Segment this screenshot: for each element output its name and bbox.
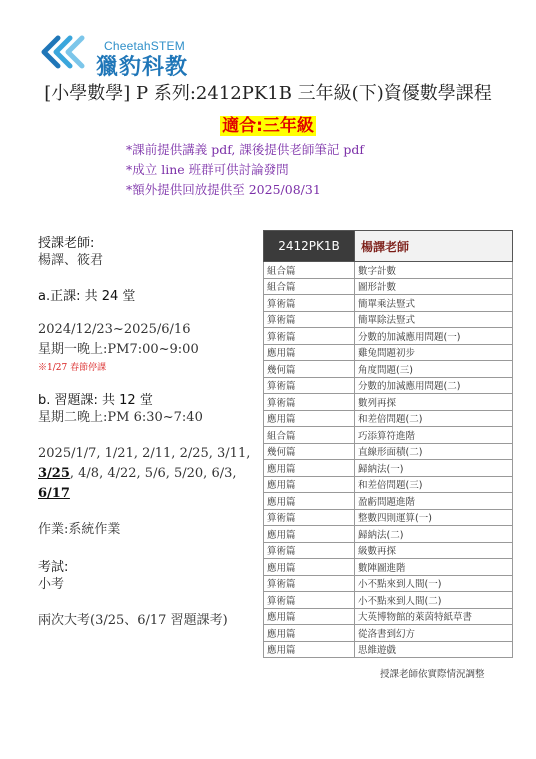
lesson-category: 應用篇: [264, 625, 355, 642]
header-teacher: 楊譯老師: [355, 231, 513, 262]
table-row: [264, 443, 513, 460]
course-title: [小學數學] P 系列:2412PK1B 三年級(下)資優數學課程: [44, 83, 492, 104]
cheetah-logo-icon: [36, 32, 86, 72]
table-row: [264, 295, 513, 312]
course-notes: [126, 140, 364, 200]
practice-dates-line2: [38, 464, 258, 504]
practice-dates-line1: 2025/1/7, 1/21, 2/11, 2/25, 3/11,: [38, 446, 251, 461]
practice-dates-mid: , 4/8, 4/22, 5/6, 5/20, 6/3,: [69, 466, 237, 481]
table-row: [264, 641, 513, 658]
lesson-topic: 歸納法(二): [355, 526, 513, 543]
lesson-category: 組合篇: [264, 278, 355, 295]
lesson-topic: 級數再探: [355, 542, 513, 559]
table-row: [264, 526, 513, 543]
table-row: [264, 262, 513, 279]
lesson-topic: 角度問題(三): [355, 361, 513, 378]
lesson-category: 算術篇: [264, 575, 355, 592]
lesson-category: 算術篇: [264, 542, 355, 559]
lesson-category: 應用篇: [264, 460, 355, 477]
lesson-category: 應用篇: [264, 344, 355, 361]
lesson-topic: 整數四則運算(一): [355, 509, 513, 526]
lesson-category: 算術篇: [264, 592, 355, 609]
table-row: [264, 377, 513, 394]
main-class-time: 星期一晚上:PM7:00~9:00: [38, 342, 199, 357]
note-item: *成立 line 班群可供討論發問: [126, 162, 289, 177]
lesson-topic: 分數的加減應用問題(二): [355, 377, 513, 394]
exam-small: 小考: [38, 577, 65, 592]
note-item: *課前提供講義 pdf, 課後提供老師筆記 pdf: [126, 142, 364, 157]
teacher-label: 授課老師:: [38, 236, 95, 251]
table-row: [264, 311, 513, 328]
table-row: [264, 410, 513, 427]
lesson-topic: 思維遊戲: [355, 641, 513, 658]
lesson-category: 算術篇: [264, 377, 355, 394]
lesson-topic: 和差倍問題(二): [355, 410, 513, 427]
lesson-category: 算術篇: [264, 295, 355, 312]
course-info: [38, 230, 258, 631]
teacher-names: 楊譯、筱君: [38, 253, 104, 268]
lesson-category: 應用篇: [264, 526, 355, 543]
table-row: [264, 476, 513, 493]
table-row: [264, 592, 513, 609]
table-row: [264, 575, 513, 592]
suitable-grade: [0, 111, 536, 136]
schedule-table: [263, 230, 513, 658]
table-row: [264, 509, 513, 526]
note-item: *額外提供回放提供至 2025/08/31: [126, 182, 321, 197]
table-row: [264, 542, 513, 559]
table-row: [264, 328, 513, 345]
lesson-category: 應用篇: [264, 559, 355, 576]
lesson-topic: 簡單除法豎式: [355, 311, 513, 328]
table-row: [264, 344, 513, 361]
table-row: [264, 625, 513, 642]
lesson-topic: 和差倍問題(三): [355, 476, 513, 493]
lesson-topic: 雞兔問題初步: [355, 344, 513, 361]
exam-date-1: 3/25: [38, 466, 70, 481]
lesson-category: 應用篇: [264, 608, 355, 625]
lesson-category: 應用篇: [264, 641, 355, 658]
exam-big: 兩次大考(3/25、6/17 習題課考): [38, 613, 228, 628]
lesson-category: 應用篇: [264, 476, 355, 493]
lesson-category: 算術篇: [264, 328, 355, 345]
table-row: [264, 493, 513, 510]
table-row: [264, 559, 513, 576]
table-header-row: [264, 231, 513, 262]
practice-class-label: b. 習題課: 共 12 堂: [38, 393, 153, 408]
lesson-topic: 直線形面積(二): [355, 443, 513, 460]
lesson-topic: 大英博物館的萊茵特紙草書: [355, 608, 513, 625]
lesson-category: 組合篇: [264, 427, 355, 444]
homework: 作業:系統作業: [38, 522, 121, 537]
practice-class-time: 星期二晚上:PM 6:30~7:40: [38, 410, 203, 425]
lesson-topic: 數字計數: [355, 262, 513, 279]
brand-en: CheetahSTEM: [104, 39, 185, 53]
holiday-note: ※1/27 春節停課: [38, 363, 107, 373]
table-row: [264, 460, 513, 477]
lesson-topic: 小不點來到人間(二): [355, 592, 513, 609]
table-row: [264, 427, 513, 444]
lesson-topic: 巧添算符進階: [355, 427, 513, 444]
lesson-category: 算術篇: [264, 509, 355, 526]
main-class-dates: 2024/12/23~2025/6/16: [38, 322, 191, 337]
lesson-category: 算術篇: [264, 311, 355, 328]
table-row: [264, 278, 513, 295]
table-row: [264, 394, 513, 411]
lesson-topic: 小不點來到人間(一): [355, 575, 513, 592]
lesson-topic: 歸納法(一): [355, 460, 513, 477]
lesson-topic: 圖形計數: [355, 278, 513, 295]
brand-zh: 獵豹科教: [96, 55, 189, 80]
lesson-topic: 數陣圖進階: [355, 559, 513, 576]
lesson-topic: 盈虧問題進階: [355, 493, 513, 510]
lesson-topic: 分數的加減應用問題(一): [355, 328, 513, 345]
table-row: [264, 608, 513, 625]
main-class-label: a.正課: 共 24 堂: [38, 289, 136, 304]
lesson-topic: 從洛書到幻方: [355, 625, 513, 642]
lesson-category: 應用篇: [264, 493, 355, 510]
lesson-topic: 數列再探: [355, 394, 513, 411]
lesson-category: 算術篇: [264, 394, 355, 411]
suitable-grade-label: 適合:三年級: [222, 116, 314, 136]
table-body: [264, 262, 513, 658]
exam-label: 考試:: [38, 560, 69, 575]
table-row: [264, 361, 513, 378]
exam-date-2: 6/17: [38, 486, 70, 501]
lesson-category: 幾何篇: [264, 361, 355, 378]
header-course-code: 2412PK1B: [264, 231, 355, 262]
lesson-topic: 簡單乘法豎式: [355, 295, 513, 312]
lesson-category: 應用篇: [264, 410, 355, 427]
footer-note: 授課老師依實際情況調整: [380, 669, 485, 680]
lesson-category: 組合篇: [264, 262, 355, 279]
lesson-category: 幾何篇: [264, 443, 355, 460]
